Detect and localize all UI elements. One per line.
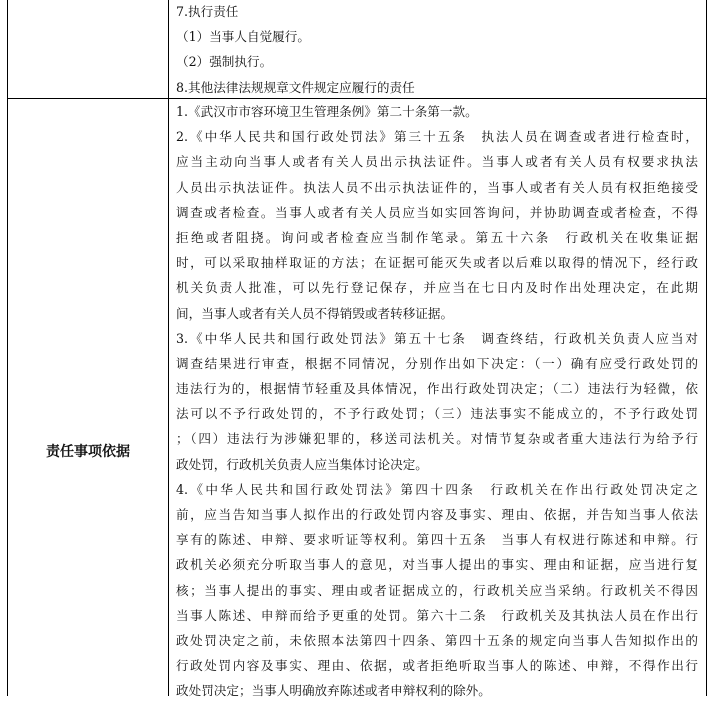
text-line: 2.《中华人民共和国行政处罚法》第三十五条 执法人员在调查或者进行检查时， bbox=[176, 129, 698, 145]
text-line: 核；当事人提出的事实、理由或者证据成立的，行政机关应当采纳。行政机关不得因 bbox=[176, 582, 698, 598]
text-line: 政处罚，行政机关负责人应当集体讨论决定。 bbox=[176, 456, 428, 472]
text-line: 享有的陈述、申辩、要求听证等权利。第四十五条 当事人有权进行陈述和申辩。行 bbox=[176, 532, 698, 548]
text-line: 机关负责人批准，可以先行登记保存，并应当在七日内及时作出处理决定，在此期 bbox=[176, 280, 698, 296]
text-line: 违法行为的，根据情节轻重及具体情况，作出行政处罚决定；（二）违法行为轻微，依 bbox=[176, 381, 698, 397]
table-column-divider bbox=[168, 0, 169, 696]
text-line: 应当主动向当事人或者有关人员出示执法证件。当事人或者有关人员有权要求执法 bbox=[176, 154, 698, 170]
text-line: 4.《中华人民共和国行政处罚法》第四十四条 行政机关在作出行政处罚决定之 bbox=[176, 481, 698, 497]
text-line: 人员出示执法证件。执法人员不出示执法证件的，当事人或者有关人员有权拒绝接受 bbox=[176, 179, 698, 195]
text-line: 1.《武汉市市容环境卫生管理条例》第二十条第一款。 bbox=[176, 104, 478, 119]
table-left-border bbox=[7, 0, 8, 696]
text-line: （2）强制执行。 bbox=[176, 54, 273, 70]
text-line: ；（四）违法行为涉嫌犯罪的，移送司法机关。对情节复杂或者重大违法行为给予行 bbox=[176, 431, 698, 447]
text-line: 政处罚决定；当事人明确放弃陈述或者申辩权利的除外。 bbox=[176, 683, 491, 699]
text-line: 法可以不予行政处罚的，不予行政处罚；（三）违法事实不能成立的，不予行政处罚 bbox=[176, 406, 698, 422]
text-line: 拒绝或者阻挠。询问或者检查应当制作笔录。第五十六条 行政机关在收集证据 bbox=[176, 229, 698, 245]
text-line: 8.其他法律法规规章文件规定应履行的责任 bbox=[176, 79, 415, 95]
text-line: 调查结果进行审查，根据不同情况，分别作出如下决定：（一）确有应受行政处罚的 bbox=[176, 355, 698, 371]
text-line: 行政处罚内容及事实、理由、依据，或者拒绝听取当事人的陈述、申辩，不得作出行 bbox=[176, 658, 698, 674]
text-line: 政处罚决定之前，未依照本法第四十四条、第四十五条的规定向当事人告知拟作出的 bbox=[176, 632, 698, 648]
execution-responsibility-cell bbox=[176, 0, 698, 100]
text-line: 前，应当告知当事人拟作出的行政处罚内容及事实、理由、依据，并告知当事人依法 bbox=[176, 507, 698, 522]
text-line: 政机关必须充分听取当事人的意见，对当事人提出的事实、理由和证据，应当进行复 bbox=[176, 557, 698, 573]
text-line: 时，可以采取抽样取证的方法；在证据可能灭失或者以后难以取得的情况下，经行政 bbox=[176, 255, 698, 271]
responsibility-basis-label: 责任事项依据 bbox=[46, 444, 130, 460]
table-right-border bbox=[706, 0, 707, 696]
text-line: 当事人陈述、申辩而给予更重的处罚。第六十二条 行政机关及其执法人员在作出行 bbox=[176, 607, 698, 623]
responsibility-basis-cell bbox=[176, 99, 698, 704]
text-line: 7.执行责任 bbox=[176, 4, 239, 19]
text-line: 间，当事人或者有关人员不得销毁或者转移证据。 bbox=[176, 305, 454, 321]
text-line: 3.《中华人民共和国行政处罚法》第五十七条 调查终结，行政机关负责人应当对 bbox=[176, 330, 698, 346]
text-line: （1）当事人自觉履行。 bbox=[176, 29, 310, 45]
text-line: 调查或者检查。当事人或者有关人员应当如实回答询问，并协助调查或者检查，不得 bbox=[176, 204, 698, 220]
